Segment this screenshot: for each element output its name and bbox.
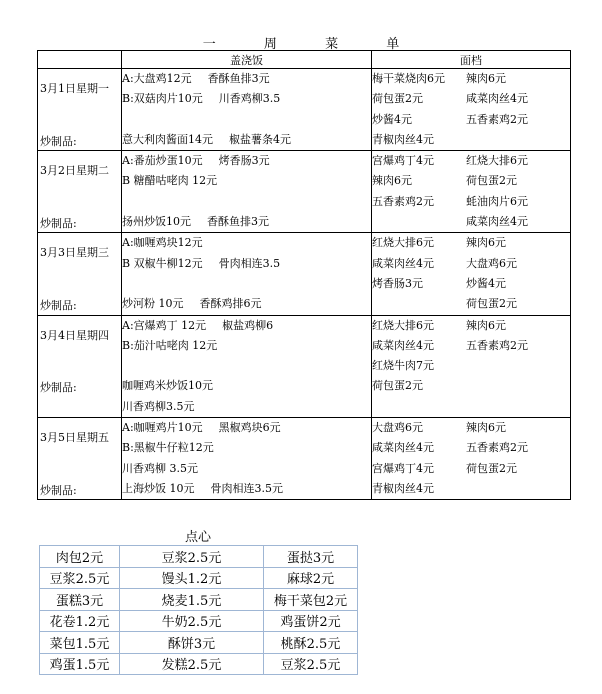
menu-item: 蚝油肉片6元 (466, 194, 528, 208)
snack-item: 菜包1.5元 (40, 632, 120, 654)
rice-line (122, 192, 371, 212)
snack-item: 酥饼3元 (120, 632, 264, 654)
snack-item: 肉包2元 (40, 546, 120, 568)
menu-item: 上海炒饭 10元 (122, 481, 195, 495)
menu-item: 香酥鱼排3元 (207, 215, 269, 229)
noodle-cell (372, 418, 571, 500)
rice-line (122, 110, 371, 130)
menu-item: 荷包蛋2元 (466, 461, 517, 475)
menu-item: 香酥鸡排6元 (199, 297, 262, 311)
fried-label: 炒制品: (40, 134, 77, 148)
day-row (38, 315, 571, 418)
noodle-line (372, 151, 570, 171)
snack-item: 蛋挞3元 (264, 546, 358, 568)
rice-line (122, 438, 371, 458)
rice-cell (122, 233, 372, 315)
menu-item: 五香素鸡2元 (466, 441, 528, 455)
rice-line (122, 316, 371, 336)
day-cell (38, 418, 122, 500)
menu-item: 骨肉相连3.5元 (210, 481, 283, 495)
weekly-menu-table (37, 50, 571, 500)
rice-line (122, 294, 371, 314)
noodle-line (372, 438, 570, 458)
noodle-line (372, 212, 570, 232)
rice-cell (122, 315, 372, 418)
snack-item: 牛奶2.5元 (120, 610, 264, 632)
snack-item: 豆浆2.5元 (120, 546, 264, 568)
noodle-line (372, 294, 570, 314)
menu-item: B:茄汁咕咾肉 12元 (122, 338, 218, 352)
rice-line (122, 233, 371, 253)
snack-row (40, 589, 358, 611)
noodle-line (372, 356, 570, 376)
noodle-line (372, 89, 570, 109)
menu-item: 扬州炒饭10元 (122, 215, 191, 229)
menu-item: 椒盐薯条4元 (229, 132, 291, 146)
rice-line (122, 151, 371, 171)
fried-label: 炒制品: (40, 299, 77, 313)
day-cell (38, 69, 122, 151)
snack-item: 发糕2.5元 (120, 653, 264, 675)
menu-item: 红烧大排6元 (466, 154, 528, 168)
menu-item: 五香素鸡2元 (372, 194, 434, 208)
noodle-line (372, 171, 570, 191)
menu-item: 宫爆鸡丁4元 (372, 154, 434, 168)
noodle-line (372, 336, 570, 356)
snack-item: 鸡蛋1.5元 (40, 653, 120, 675)
menu-item: 大盘鸡6元 (466, 256, 517, 270)
snack-row (40, 632, 358, 654)
menu-item: 咸菜肉丝4元 (372, 256, 434, 270)
rice-cell (122, 151, 372, 233)
snack-item: 花卷1.2元 (40, 610, 120, 632)
fried-label: 炒制品: (40, 217, 77, 231)
menu-item: 烤香肠3元 (218, 154, 270, 168)
noodle-line (372, 418, 570, 438)
day-date: 3月2日星期二 (40, 164, 109, 178)
menu-item: A:番茄炒蛋10元 (122, 154, 203, 168)
rice-line (122, 336, 371, 356)
rice-cell (122, 418, 372, 500)
title-char: 周 (263, 37, 277, 52)
day-row (38, 69, 571, 151)
menu-item: 辣肉6元 (466, 318, 506, 332)
title-char: 菜 (325, 37, 339, 52)
snack-row (40, 653, 358, 675)
rice-line (122, 459, 371, 479)
snack-item: 麻球2元 (264, 567, 358, 589)
menu-item: 意大利肉酱面14元 (122, 132, 213, 146)
rice-line (122, 376, 371, 396)
noodle-line (372, 376, 570, 396)
menu-item: A:大盘鸡12元 (122, 72, 192, 85)
menu-item: 宫爆鸡丁4元 (372, 461, 434, 475)
menu-item: 红烧大排6元 (372, 318, 434, 332)
noodle-line (372, 397, 570, 417)
noodle-line (372, 130, 570, 150)
menu-item: 荷包蛋2元 (466, 174, 517, 188)
menu-item: 炒酱4元 (466, 276, 506, 290)
day-row (38, 418, 571, 500)
rice-line (122, 397, 371, 417)
menu-item: 荷包蛋2元 (372, 92, 423, 106)
menu-item: 红烧牛肉7元 (372, 359, 434, 373)
noodle-line (372, 459, 570, 479)
snack-item: 豆浆2.5元 (40, 567, 120, 589)
snack-item: 烧麦1.5元 (120, 589, 264, 611)
rice-line (122, 254, 371, 274)
menu-item: 咸菜肉丝4元 (372, 338, 434, 352)
day-row (38, 233, 571, 315)
fried-label: 炒制品: (40, 381, 77, 395)
menu-item: B:双菇肉片10元 (122, 92, 203, 106)
menu-item: 炒酱4元 (372, 112, 412, 126)
title-char: 一 (202, 37, 216, 52)
header-noodle: 面档 (372, 51, 571, 69)
menu-item: 荷包蛋2元 (372, 379, 423, 393)
noodle-cell (372, 69, 571, 151)
day-date: 3月1日星期一 (40, 82, 109, 95)
menu-item: 青椒肉丝4元 (372, 132, 434, 146)
rice-line (122, 418, 371, 438)
noodle-line (372, 69, 570, 89)
menu-item: 大盘鸡6元 (372, 421, 423, 435)
day-row (38, 151, 571, 233)
menu-item: 梅干菜烧肉6元 (372, 72, 445, 85)
snacks-table (39, 545, 358, 675)
menu-item: 五香素鸡2元 (466, 338, 528, 352)
title-char: 单 (386, 37, 400, 52)
noodle-line (372, 254, 570, 274)
menu-item: 红烧大排6元 (372, 236, 434, 250)
noodle-line (372, 479, 570, 499)
snack-row (40, 610, 358, 632)
noodle-cell (372, 315, 571, 418)
menu-item: 辣肉6元 (466, 236, 506, 250)
snack-row (40, 567, 358, 589)
menu-item: B:黑椒牛仔粒12元 (122, 441, 214, 455)
snack-item: 蛋糕3元 (40, 589, 120, 611)
snack-item: 梅干菜包2元 (264, 589, 358, 611)
menu-item: 椒盐鸡柳6 (222, 318, 274, 332)
menu-item: 烤香肠3元 (372, 276, 423, 290)
rice-line (122, 274, 371, 294)
menu-item: 荷包蛋2元 (466, 297, 517, 311)
noodle-cell (372, 151, 571, 233)
menu-header-row (38, 51, 571, 69)
snack-item: 桃酥2.5元 (264, 632, 358, 654)
snack-item: 鸡蛋饼2元 (264, 610, 358, 632)
noodle-line (372, 192, 570, 212)
menu-item: B 糖醋咕咾肉 12元 (122, 174, 218, 188)
day-date: 3月4日星期四 (40, 328, 109, 342)
rice-line (122, 69, 371, 89)
day-cell (38, 233, 122, 315)
rice-line (122, 171, 371, 191)
snack-row (40, 546, 358, 568)
rice-line (122, 130, 371, 150)
menu-item: 咸菜肉丝4元 (466, 92, 528, 106)
menu-item: 辣肉6元 (466, 421, 506, 435)
noodle-line (372, 110, 570, 130)
menu-item: 川香鸡柳 3.5元 (122, 461, 198, 475)
header-blank (38, 51, 122, 69)
noodle-line (372, 233, 570, 253)
day-date: 3月3日星期三 (40, 246, 109, 260)
rice-line (122, 356, 371, 376)
menu-item: A:宫爆鸡丁 12元 (122, 318, 207, 332)
rice-line (122, 89, 371, 109)
snack-item: 豆浆2.5元 (264, 653, 358, 675)
day-cell (38, 315, 122, 418)
snacks-title: 点心 (184, 530, 211, 545)
fried-label: 炒制品: (40, 483, 77, 497)
menu-item: A:咖喱鸡片10元 (122, 421, 203, 435)
menu-item: 川香鸡柳3.5 (218, 92, 281, 106)
rice-line (122, 212, 371, 232)
rice-cell (122, 69, 372, 151)
menu-item: 咖喱鸡米炒饭10元 (122, 379, 213, 393)
menu-item: B 双椒牛柳12元 (122, 256, 203, 270)
noodle-cell (372, 233, 571, 315)
menu-item: 五香素鸡2元 (466, 112, 528, 126)
menu-item: 香酥鱼排3元 (207, 72, 270, 85)
menu-item: 川香鸡柳3.5元 (122, 399, 195, 413)
menu-item: A:咖喱鸡块12元 (122, 236, 203, 250)
menu-item: 炒河粉 10元 (122, 297, 184, 311)
menu-item: 青椒肉丝4元 (372, 481, 434, 495)
header-rice: 盖浇饭 (122, 51, 372, 69)
menu-item: 骨肉相连3.5 (218, 256, 281, 270)
menu-item: 咸菜肉丝4元 (466, 215, 528, 229)
menu-item: 黑椒鸡块6元 (218, 421, 281, 435)
rice-line (122, 479, 371, 499)
day-cell (38, 151, 122, 233)
menu-item: 辣肉6元 (372, 174, 412, 188)
menu-item: 咸菜肉丝4元 (372, 441, 434, 455)
day-date: 3月5日星期五 (40, 431, 109, 445)
noodle-line (372, 316, 570, 336)
snack-item: 馒头1.2元 (120, 567, 264, 589)
noodle-line (372, 274, 570, 294)
menu-item: 辣肉6元 (466, 72, 506, 85)
